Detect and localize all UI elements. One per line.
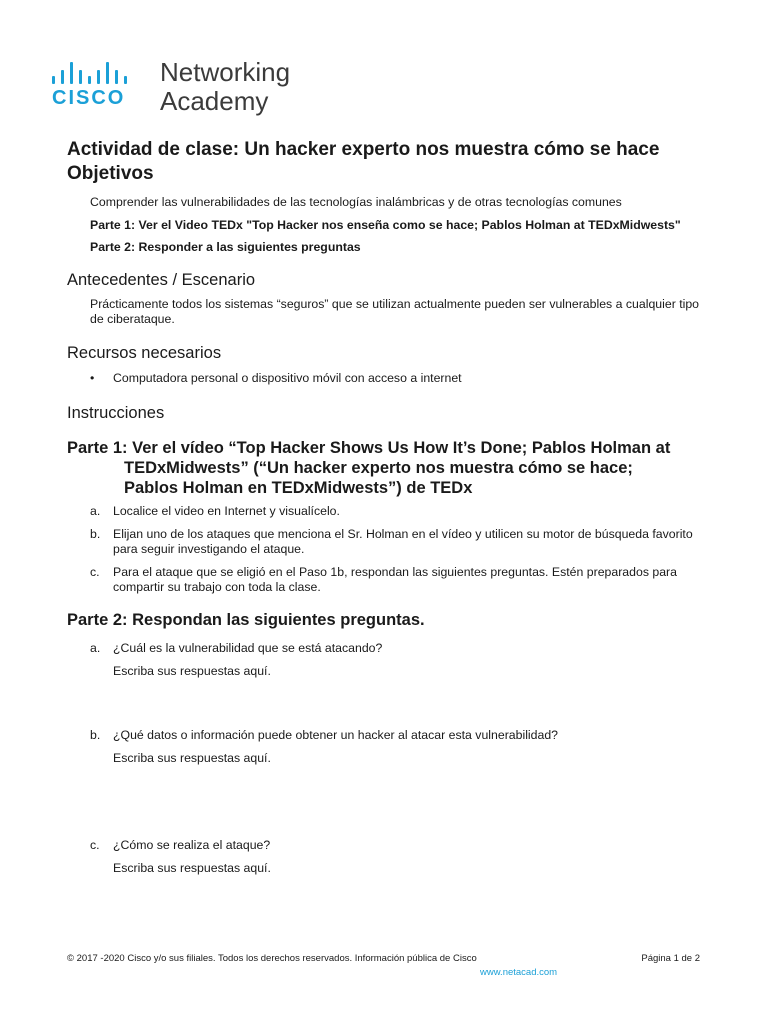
- objective-part2: Parte 2: Responder a las siguientes preguntas: [90, 240, 361, 254]
- background-text: Prácticamente todos los sistemas “seguros” que se utilizan actualmente pueden ser vulnerables a cualquier tipo de ciberataque.: [90, 297, 700, 326]
- part1-heading: Parte 1: Ver el vídeo “Top Hacker Shows Us How It’s Done; Pablos Holman at TEDxMidwests” (“Un hacker experto nos muestra cómo se hace; Pablos Holman en TEDxMidwests”) de TEDx: [67, 439, 671, 497]
- cisco-networking-academy-logo: [52, 58, 312, 116]
- answer-field[interactable]: Escriba sus respuestas aquí.: [113, 664, 271, 678]
- background-heading: Antecedentes / Escenario: [67, 271, 256, 289]
- objective-part1: Parte 1: Ver el Video TEDx "Top Hacker nos enseña como se hace; Pablos Holman at TEDxMidwests": [90, 218, 681, 232]
- objectives-intro: Comprender las vulnerabilidades de las tecnologías inalámbricas y de otras tecnologías comunes: [90, 195, 622, 209]
- answer-field[interactable]: Escriba sus respuestas aquí.: [113, 861, 271, 875]
- cisco-wordmark: CISCO: [52, 87, 126, 109]
- page-number: Página 1 de 2: [641, 953, 700, 964]
- copyright-text: © 2017 -2020 Cisco y/o sus filiales. Todos los derechos reservados. Información pública de Cisco: [67, 953, 477, 964]
- netacad-link[interactable]: www.netacad.com: [480, 967, 558, 978]
- bullet-icon: •: [90, 371, 95, 385]
- instructions-heading: Instrucciones: [67, 404, 165, 422]
- page-title: Actividad de clase: Un hacker experto nos muestra cómo se hace Objetivos: [67, 139, 660, 184]
- part2-heading: Parte 2: Respondan las siguientes preguntas.: [67, 611, 425, 629]
- resources-heading: Recursos necesarios: [67, 344, 222, 362]
- answer-field[interactable]: Escriba sus respuestas aquí.: [113, 751, 271, 765]
- academy-wordmark: Networking Academy: [160, 57, 291, 116]
